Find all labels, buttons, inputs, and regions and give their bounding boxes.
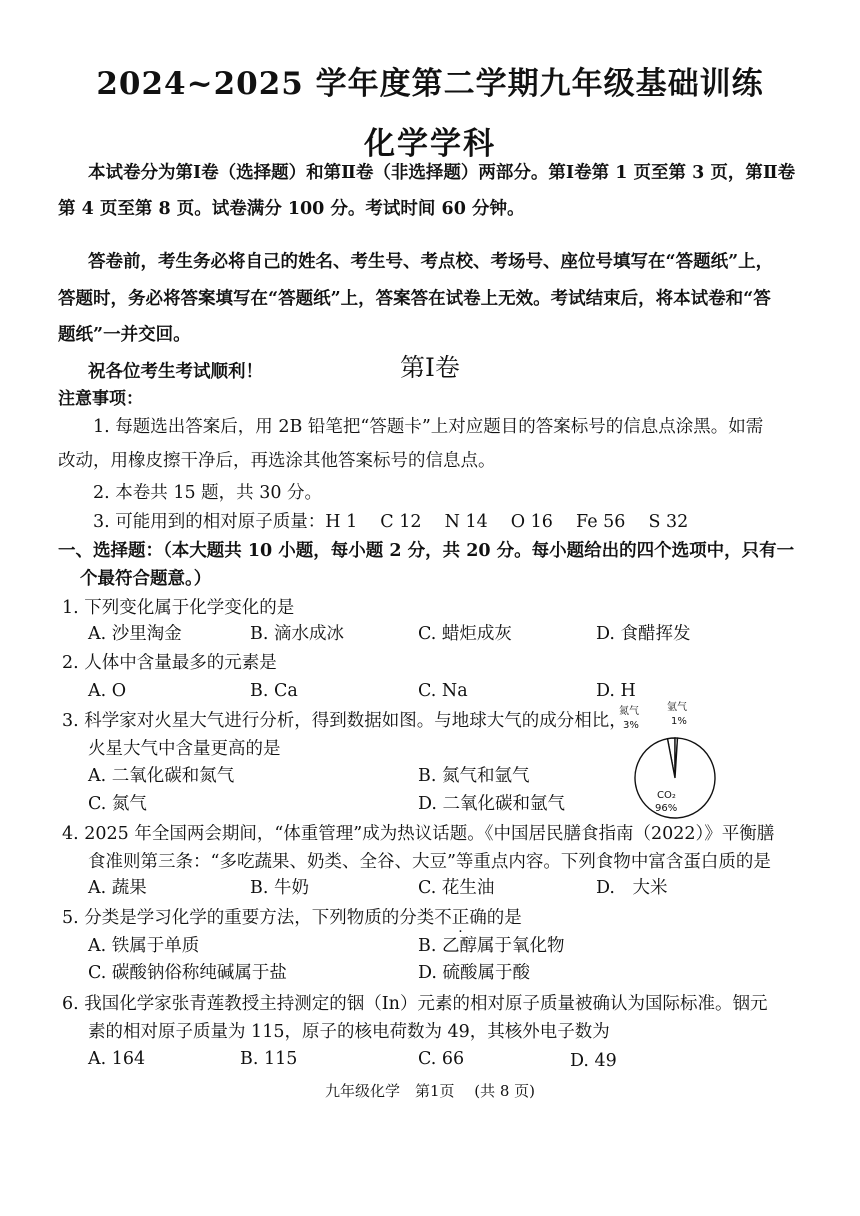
pie-value-argon: 1%	[671, 716, 687, 727]
option: C. 花生油	[418, 878, 495, 898]
option: B. 氮气和氩气	[418, 766, 530, 786]
intro-line: 题纸”一并交回。	[58, 325, 191, 345]
option: A. O	[88, 681, 127, 701]
question-stem: 1. 下列变化属于化学变化的是	[62, 598, 295, 618]
option: B. 滴水成冰	[250, 624, 344, 644]
option: A. 铁属于单质	[88, 936, 200, 956]
option: B. 乙醇属于氧化物	[418, 936, 565, 956]
option: D. 大米	[596, 878, 668, 898]
option: A. 164	[88, 1049, 146, 1069]
option: A. 沙里淘金	[88, 624, 182, 644]
pie-label-co2: CO₂	[657, 790, 676, 801]
intro-line: 第 4 页至第 8 页。试卷满分 100 分。考试时间 60 分钟。	[58, 199, 525, 219]
notes-heading: 注意事项：	[58, 389, 143, 409]
option: C. 碳酸钠俗称纯碱属于盐	[88, 963, 287, 983]
pie-value-nitrogen: 3%	[623, 720, 639, 731]
part-heading: 一、选择题：（本大题共 10 小题，每小题 2 分，共 20 分。每小题给出的四个选项中，只有一	[58, 541, 795, 561]
option: D. 硫酸属于酸	[418, 963, 531, 983]
intro-line: 答卷前，考生务必将自己的姓名、考生号、考点校、考场号、座位号填写在“答题纸”上，	[88, 252, 774, 272]
page-footer: 九年级化学 第1页 (共 8 页)	[324, 1082, 536, 1100]
note-line: 3. 可能用到的相对原子质量：H 1 C 12 N 14 O 16 Fe 56 S 32	[93, 512, 689, 532]
option: D. 二氧化碳和氩气	[418, 794, 566, 814]
question-stem-text: 的是	[486, 908, 522, 928]
pie-label-nitrogen: 氮气	[619, 706, 639, 717]
section-title: 第Ⅰ卷	[400, 353, 460, 382]
option: B. Ca	[250, 681, 298, 701]
part-heading: 个最符合题意。）	[80, 569, 212, 589]
question-stem: 2. 人体中含量最多的元素是	[62, 653, 277, 673]
option: B. 115	[240, 1049, 298, 1069]
pie-label-argon: 氩气	[667, 702, 687, 713]
question-stem: 食准则第三条：“多吃蔬果、奶类、全谷、大豆”等重点内容。下列食物中富含蛋白质的是	[88, 852, 771, 872]
option: A. 二氧化碳和氮气	[88, 766, 235, 786]
question-stem: 4. 2025 年全国两会期间，“体重管理”成为热议话题。《中国居民膳食指南（2022）》平衡膳	[62, 824, 775, 844]
question-stem: 素的相对原子质量为 115，原子的核电荷数为 49，其核外电子数为	[88, 1022, 610, 1042]
question-stem: 6. 我国化学家张青莲教授主持测定的铟（In）元素的相对原子质量被确认为国际标准。铟元	[62, 994, 768, 1014]
intro-line: 本试卷分为第Ⅰ卷（选择题）和第Ⅱ卷（非选择题）两部分。第Ⅰ卷第 1 页至第 3 页，第Ⅱ卷	[88, 163, 796, 183]
question-stem-text: 5. 分类是学习化学的重要方法，下列物质的分类	[62, 908, 435, 928]
option: C. 66	[418, 1049, 465, 1069]
note-line: 2. 本卷共 15 题，共 30 分。	[93, 483, 323, 503]
option: B. 牛奶	[250, 878, 309, 898]
option: C. 氮气	[88, 794, 147, 814]
note-line: 1. 每题选出答案后，用 2B 铅笔把“答题卡”上对应题目的答案标号的信息点涂黑。如需	[93, 417, 764, 437]
option: D. H	[596, 681, 636, 701]
intro-text: 。考试结束后，将本试卷和“答	[533, 289, 771, 309]
option: C. Na	[418, 681, 468, 701]
mars-atmosphere-pie-chart	[615, 700, 735, 822]
page-title: 2024~2025 学年度第二学期九年级基础训练	[96, 66, 764, 102]
question-stem	[62, 907, 522, 929]
intro-emphasis: 答案答在试卷上无效	[375, 289, 534, 309]
question-stem: 火星大气中含量更高的是	[88, 739, 281, 759]
option: A. 蔬果	[88, 878, 147, 898]
pie-value-co2: 96%	[655, 803, 678, 814]
option: D. 食醋挥发	[596, 624, 691, 644]
intro-line	[58, 288, 771, 310]
intro-text: 答题时，务必将答案填写在“答题纸”上，	[58, 289, 376, 309]
page-subtitle: 化学学科	[364, 126, 496, 162]
note-line: 改动，用橡皮擦干净后，再选涂其他答案标号的信息点。	[58, 451, 496, 471]
option: D. 49	[570, 1051, 617, 1071]
question-stem: 3. 科学家对火星大气进行分析，得到数据如图。与地球大气的成分相比，	[62, 711, 627, 731]
emphasis-text: 不正确	[434, 908, 487, 928]
intro-wish: 祝各位考生考试顺利！	[88, 362, 263, 382]
option: C. 蜡炬成灰	[418, 624, 512, 644]
